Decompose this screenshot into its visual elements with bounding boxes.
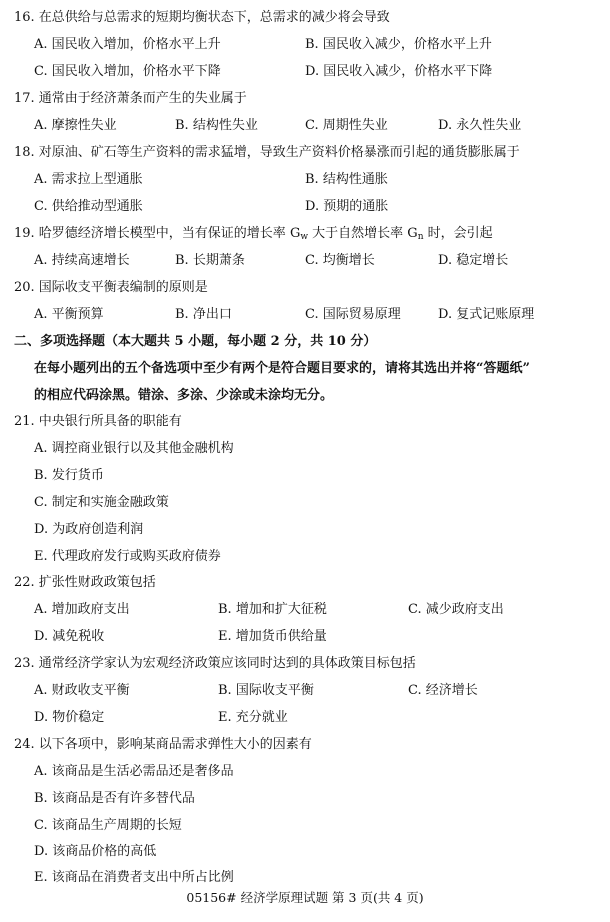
option-a: A. 增加政府支出 — [34, 602, 130, 617]
question-stem: 20. 国际收支平衡表编制的原则是 — [14, 280, 208, 295]
question-24 — [0, 733, 610, 757]
stem-part: 时，会引起 — [423, 226, 493, 241]
question-stem: 18. 对原油、矿石等生产资料的需求猛增，导致生产资料价格暴涨而引起的通货膨胀属于 — [14, 145, 520, 160]
option-c: C. 国民收入增加，价格水平下降 — [34, 64, 221, 79]
instructions-text: 的相应代码涂黑。错涂、多涂、少涂或未涂均无分。 — [34, 388, 334, 403]
option-c: C. 国际贸易原理 — [305, 307, 401, 322]
option-e: E. 该商品在消费者支出中所占比例 — [34, 870, 234, 885]
question-18 — [0, 141, 610, 165]
options-row — [0, 114, 610, 138]
option-b: B. 净出口 — [175, 307, 232, 322]
option-a: A. 持续高速增长 — [34, 253, 130, 268]
option-a: A. 摩擦性失业 — [34, 118, 117, 133]
question-stem: 23. 通常经济学家认为宏观经济政策应该同时达到的具体政策目标包括 — [14, 656, 416, 671]
option-c: C. 均衡增长 — [305, 253, 375, 268]
option-a: A. 平衡预算 — [34, 307, 104, 322]
question-19 — [0, 222, 610, 246]
subscript-w: w — [300, 232, 309, 242]
section-title: 二、多项选择题（本大题共 5 小题，每小题 2 分，共 10 分） — [14, 334, 377, 349]
option-row — [0, 518, 610, 542]
options-row — [0, 679, 610, 703]
option-b: B. 长期萧条 — [175, 253, 245, 268]
question-16 — [0, 6, 610, 30]
option-d: D. 预期的通胀 — [305, 199, 389, 214]
question-stem: 16. 在总供给与总需求的短期均衡状态下，总需求的减少将会导致 — [14, 10, 390, 25]
stem-part: 19. 哈罗德经济增长模型中，当有保证的增长率 G — [14, 226, 301, 241]
option-b: B. 国民收入减少，价格水平上升 — [305, 37, 492, 52]
option-d: D. 稳定增长 — [438, 253, 509, 268]
option-d: D. 物价稳定 — [34, 710, 105, 725]
option-c: C. 供给推动型通胀 — [34, 199, 143, 214]
option-row — [0, 866, 610, 890]
option-a: A. 财政收支平衡 — [34, 683, 130, 698]
option-b: B. 国际收支平衡 — [218, 683, 314, 698]
option-a: A. 需求拉上型通胀 — [34, 172, 143, 187]
option-c: C. 制定和实施金融政策 — [34, 495, 169, 510]
options-row — [0, 249, 610, 273]
question-stem: 21. 中央银行所具备的职能有 — [14, 414, 182, 429]
options-row — [0, 706, 610, 730]
option-d: D. 为政府创造利润 — [34, 522, 144, 537]
question-stem: 22. 扩张性财政政策包括 — [14, 575, 156, 590]
option-c: C. 减少政府支出 — [408, 602, 504, 617]
option-b: B. 该商品是否有许多替代品 — [34, 791, 195, 806]
question-23 — [0, 652, 610, 676]
option-c: C. 该商品生产周期的长短 — [34, 818, 182, 833]
option-a: A. 调控商业银行以及其他金融机构 — [34, 441, 234, 456]
option-d: D. 该商品价格的高低 — [34, 844, 157, 859]
option-b: B. 增加和扩大征税 — [218, 602, 327, 617]
option-row — [0, 464, 610, 488]
option-d: D. 复式记账原理 — [438, 307, 535, 322]
option-b: B. 结构性通胀 — [305, 172, 388, 187]
options-row — [0, 195, 610, 219]
option-row — [0, 545, 610, 569]
option-row — [0, 760, 610, 784]
option-d: D. 减免税收 — [34, 629, 105, 644]
question-17 — [0, 87, 610, 111]
option-row — [0, 491, 610, 515]
option-d: D. 国民收入减少，价格水平下降 — [305, 64, 493, 79]
subscript-n: n — [417, 232, 424, 242]
option-e: E. 代理政府发行或购买政府债券 — [34, 549, 221, 564]
option-d: D. 永久性失业 — [438, 118, 522, 133]
option-a: A. 该商品是生活必需品还是奢侈品 — [34, 764, 234, 779]
option-row — [0, 840, 610, 864]
option-b: B. 发行货币 — [34, 468, 104, 483]
question-22 — [0, 571, 610, 595]
option-e: E. 充分就业 — [218, 710, 288, 725]
instructions-line-2 — [0, 384, 610, 408]
options-row — [0, 625, 610, 649]
instructions-text: 在每小题列出的五个备选项中至少有两个是符合题目要求的，请将其选出并将“答题纸” — [34, 361, 530, 376]
options-row — [0, 33, 610, 57]
options-row — [0, 598, 610, 622]
option-row — [0, 437, 610, 461]
section-heading — [0, 330, 610, 354]
option-c: C. 周期性失业 — [305, 118, 388, 133]
stem-part: 大于自然增长率 G — [308, 226, 418, 241]
options-row — [0, 60, 610, 84]
question-20 — [0, 276, 610, 300]
question-stem: 17. 通常由于经济萧条而产生的失业属于 — [14, 91, 247, 106]
option-c: C. 经济增长 — [408, 683, 478, 698]
options-row — [0, 303, 610, 327]
option-a: A. 国民收入增加，价格水平上升 — [34, 37, 221, 52]
options-row — [0, 168, 610, 192]
question-stem — [14, 222, 493, 249]
option-row — [0, 814, 610, 838]
option-row — [0, 787, 610, 811]
question-21 — [0, 410, 610, 434]
page-footer: 05156# 经济学原理试题 第 3 页(共 4 页) — [186, 890, 424, 905]
option-e: E. 增加货币供给量 — [218, 629, 327, 644]
option-b: B. 结构性失业 — [175, 118, 258, 133]
instructions-line-1 — [0, 357, 610, 381]
question-stem: 24. 以下各项中，影响某商品需求弹性大小的因素有 — [14, 737, 312, 752]
